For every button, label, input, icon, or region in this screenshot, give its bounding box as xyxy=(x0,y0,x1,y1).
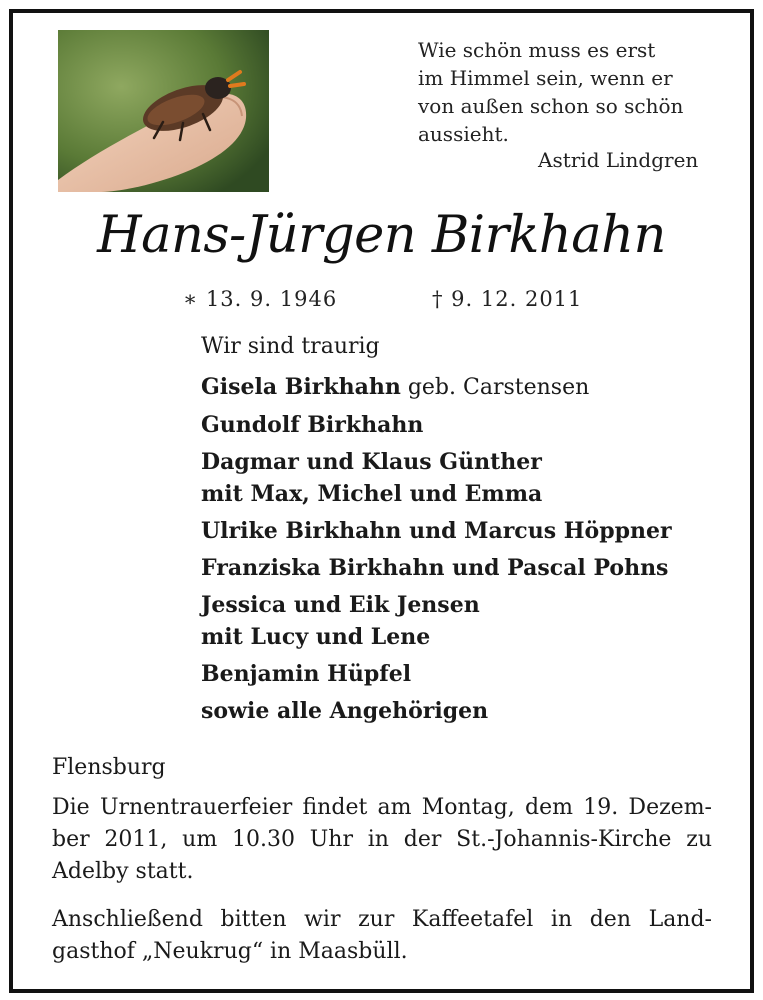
quote-line: aussieht. xyxy=(418,122,509,146)
ceremony-line: Die Urnentrauerfeier findet am Montag, dem 19. Dezem- xyxy=(52,795,712,820)
quote-text xyxy=(418,36,718,148)
ceremony-line: Adelby statt. xyxy=(52,859,194,884)
mourner-name: Ulrike Birkhahn und Marcus Höppner xyxy=(201,518,672,544)
place-name: Flensburg xyxy=(52,755,166,780)
deceased-name: Hans-Jürgen Birkhahn xyxy=(97,206,666,265)
ceremony-paragraph xyxy=(52,792,712,888)
death-date: † 9. 12. 2011 xyxy=(432,287,583,311)
coffee-line: gasthof „Neukrug“ in Maasbüll. xyxy=(52,939,408,964)
quote-line: Wie schön muss es erst xyxy=(418,38,656,62)
coffee-line: Anschließend bitten wir zur Kaffeetafel in den Land- xyxy=(52,907,712,932)
mourner-name: Dagmar und Klaus Günther xyxy=(201,449,542,475)
mourner-entry xyxy=(201,695,721,727)
mourner-name: Gundolf Birkhahn xyxy=(201,412,424,438)
mourners-list xyxy=(201,331,721,732)
mourner-name: Benjamin Hüpfel xyxy=(201,661,412,687)
mourner-name: Gisela Birkhahn xyxy=(201,374,401,400)
mourner-suffix: geb. Carstensen xyxy=(400,375,590,400)
mourner-entry xyxy=(201,658,721,690)
mourner-entry xyxy=(201,446,721,510)
mourner-name: Jessica und Eik Jensen xyxy=(201,592,480,618)
mourner-entry xyxy=(201,589,721,653)
mourner-name: Franziska Birkhahn und Pascal Pohns xyxy=(201,555,669,581)
mourner-name: sowie alle Angehörigen xyxy=(201,698,489,724)
mourner-children: mit Lucy und Lene xyxy=(201,624,431,650)
mourner-children: mit Max, Michel und Emma xyxy=(201,481,543,507)
coffee-paragraph xyxy=(52,904,712,968)
mourner-entry xyxy=(201,552,721,584)
beetle-on-finger-photo xyxy=(58,30,269,192)
ceremony-line: ber 2011, um 10.30 Uhr in der St.-Johannis-Kirche zu xyxy=(52,827,712,852)
mourner-entry xyxy=(201,409,721,441)
mourner-entry xyxy=(201,371,721,404)
birth-date: ∗ 13. 9. 1946 xyxy=(183,287,338,311)
quote-line: von außen schon so schön xyxy=(418,94,684,118)
quote-author: Astrid Lindgren xyxy=(538,148,699,172)
quote-line: im Himmel sein, wenn er xyxy=(418,66,673,90)
mourners-intro: Wir sind traurig xyxy=(201,334,380,359)
mourner-entry xyxy=(201,515,721,547)
